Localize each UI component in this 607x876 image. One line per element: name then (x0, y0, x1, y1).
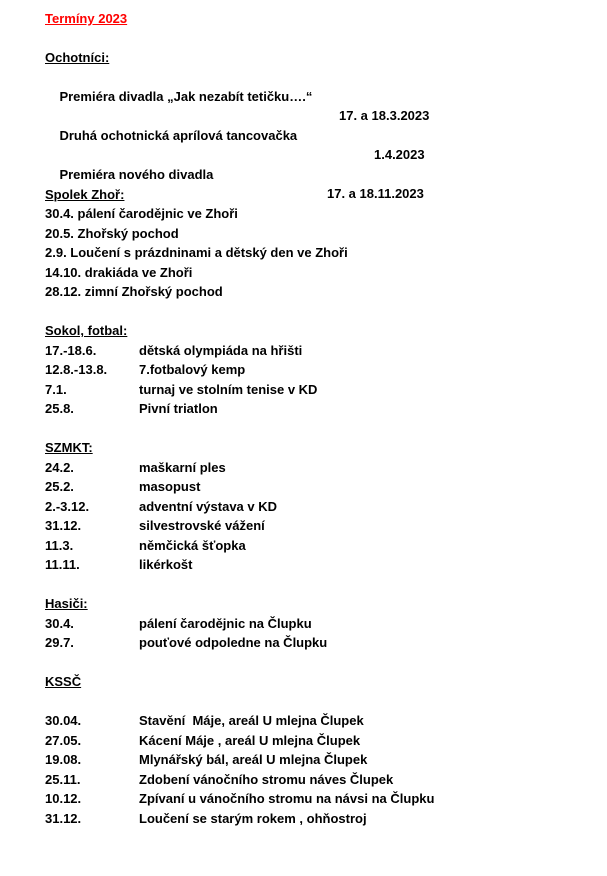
event-name: Kácení Máje , areál U mlejna Člupek (139, 733, 361, 748)
event-date: 19.08. (45, 752, 82, 767)
event-row (45, 809, 367, 828)
event-date: 17. a 18.3.2023 (339, 108, 430, 123)
event-row (45, 380, 317, 399)
event-name: maškarní ples (139, 460, 226, 475)
event-date: 25.8. (45, 401, 74, 416)
event-name: Zpívaní u vánočního stromu na návsi na Člupku (139, 791, 435, 806)
section-heading-szmkt: SZMKT: (45, 440, 93, 455)
event-row (45, 68, 430, 123)
event-date: 10.12. (45, 791, 82, 806)
event-date: 31.12. (45, 811, 82, 826)
event-name: 7.fotbalový kemp (139, 362, 246, 377)
event-name: němčická šťopka (139, 538, 246, 553)
event-row (45, 399, 218, 418)
event-date: 17. a 18.11.2023 (327, 186, 424, 201)
event-name: likérkošt (139, 557, 193, 572)
event-row (45, 750, 367, 769)
event-row (45, 516, 265, 535)
section-heading-sokol: Sokol, fotbal: (45, 323, 128, 338)
event-name: dětská olympiáda na hřišti (139, 343, 303, 358)
list-item: 20.5. Zhořský pochod (45, 226, 179, 241)
section-heading-ochotnici: Ochotníci: (45, 50, 110, 65)
list-item: 30.4. pálení čarodějnic ve Zhoři (45, 206, 238, 221)
event-date: 2.-3.12. (45, 499, 90, 514)
event-name: adventní výstava v KD (139, 499, 278, 514)
list-item: 2.9. Loučení s prázdninami a dětský den ve Zhoři (45, 245, 348, 260)
event-date: 25.2. (45, 479, 74, 494)
event-name: Zdobení vánočního stromu náves Člupek (139, 772, 394, 787)
event-date: 27.05. (45, 733, 82, 748)
event-row (45, 341, 302, 360)
event-name: Pivní triatlon (139, 401, 218, 416)
event-name: Premiéra nového divadla (59, 167, 214, 182)
event-name: pouťové odpoledne na Člupku (139, 635, 328, 650)
event-name: Loučení se starým rokem , ohňostroj (139, 811, 367, 826)
event-name: Premiéra divadla „Jak nezabít tetičku….“ (59, 89, 313, 104)
section-heading-spolek-zhor: Spolek Zhoř: (45, 187, 125, 202)
event-row (45, 731, 360, 750)
event-row (45, 789, 434, 808)
event-name: silvestrovské vážení (139, 518, 265, 533)
event-row (45, 497, 277, 516)
event-row (45, 633, 327, 652)
section-heading-kssc: KSSČ (45, 674, 82, 689)
event-date: 17.-18.6. (45, 343, 97, 358)
event-name: turnaj ve stolním tenise v KD (139, 382, 318, 397)
list-item: 14.10. drakiáda ve Zhoři (45, 265, 193, 280)
event-row (45, 477, 200, 496)
section-heading-hasici: Hasiči: (45, 596, 88, 611)
event-date: 7.1. (45, 382, 67, 397)
document-title: Termíny 2023 (45, 11, 128, 26)
event-name: pálení čarodějnic na Člupku (139, 616, 312, 631)
event-date: 30.04. (45, 713, 82, 728)
event-row (45, 614, 312, 633)
event-row (45, 555, 192, 574)
event-date: 24.2. (45, 460, 74, 475)
event-date: 25.11. (45, 772, 81, 787)
event-name: Druhá ochotnická aprílová tancovačka (59, 128, 298, 143)
event-date: 12.8.-13.8. (45, 362, 108, 377)
event-name: Mlynářský bál, areál U mlejna Člupek (139, 752, 368, 767)
event-date: 30.4. (45, 616, 74, 631)
event-row (45, 458, 226, 477)
event-row (45, 536, 246, 555)
event-row (45, 360, 245, 379)
event-name: Stavění Máje, areál U mlejna Člupek (139, 713, 364, 728)
event-name: masopust (139, 479, 201, 494)
event-date: 11.3. (45, 538, 74, 553)
event-date: 29.7. (45, 635, 74, 650)
event-date: 11.11. (45, 557, 80, 572)
event-date: 31.12. (45, 518, 82, 533)
event-date: 1.4.2023 (374, 147, 425, 162)
list-item: 28.12. zimní Zhořský pochod (45, 284, 223, 299)
event-row (45, 711, 364, 730)
event-row (45, 770, 393, 789)
